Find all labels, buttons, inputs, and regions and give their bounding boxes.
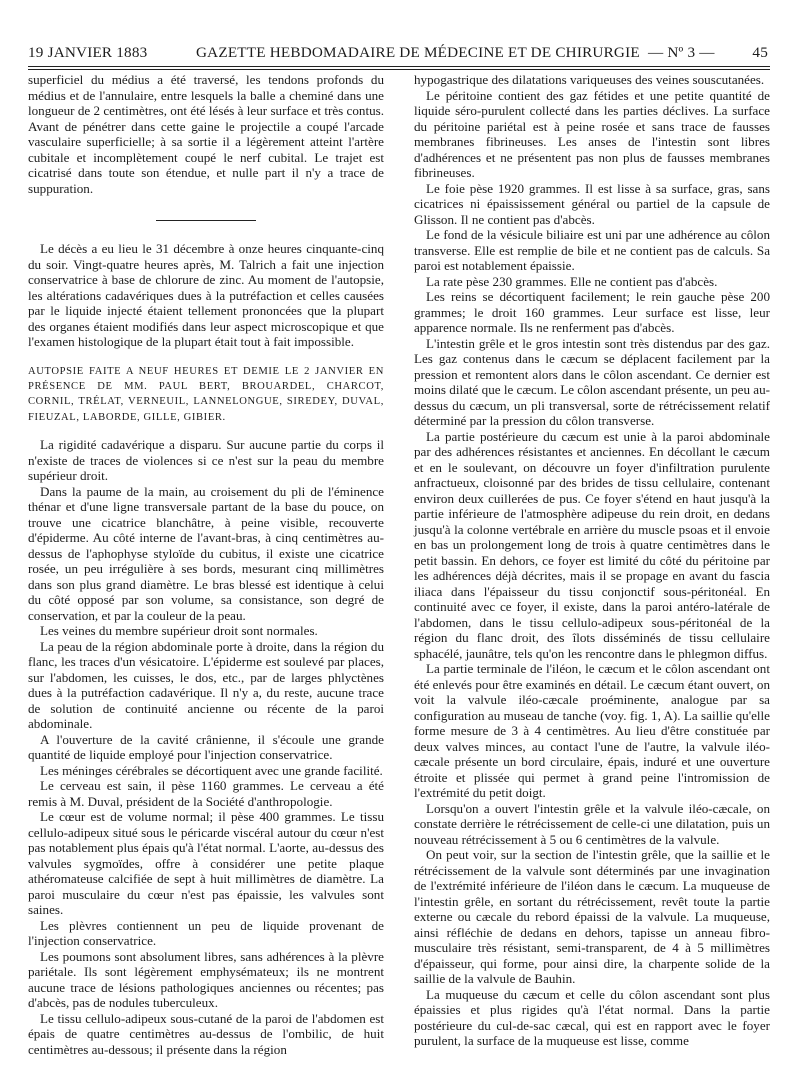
- header-rule-bottom: [28, 69, 770, 70]
- section-separator: [156, 220, 256, 221]
- paragraph: Le cœur est de volume normal; il pèse 400 grammes. Le tissu cellulo-adipeux situé sous le péricarde viscéral autour du cœur n'est pas notablement plus épais qu'à l'état normal. L'aorte, au-dessus des valvules sygmoïdes, offre à considérer une petite plaque athéromateuse calcifiée de sept à huit millimètres de diamètre. La paroi musculaire du cœur n'est pas épaissie, les valvules sont saines.: [28, 809, 384, 918]
- header-rule-top: [28, 66, 770, 67]
- paragraph: Le décès a eu lieu le 31 décembre à onze heures cinquante-cinq du soir. Vingt-quatre heures après, M. Talrich a fait une injection conservatrice à base de chlorure de zinc. Au moment de l'autopsie, les altérations cadavériques dues à la putréfaction et celles causées par le liquide injecté étaient tellement prononcées que la plupart des organes étaient modifiés dans leur aspect microscopique et que l'examen histologique de la plupart était tout à fait impossible.: [28, 241, 384, 349]
- header-page-number: 45: [752, 44, 768, 61]
- paragraph: Les reins se décortiquent facilement; le rein gauche pèse 200 grammes; le droit 160 grammes. Leur surface est lisse, leur apparence normale. Ils ne renferment pas d'abcès.: [414, 289, 770, 335]
- header-title: GAZETTE HEBDOMADAIRE DE MÉDECINE ET DE CHIRURGIE: [196, 44, 640, 61]
- left-column: [28, 72, 384, 1057]
- paragraph: La muqueuse du cæcum et celle du côlon ascendant sont plus épaissies et plus rigides qu'à l'état normal. Dans la partie postérieure du cul-de-sac cæcal, qui est en rapport avec le foyer purulent, la surface de la muqueuse est lisse, comme: [414, 986, 770, 1048]
- right-column: [414, 72, 770, 1049]
- paragraph: superficiel du médius a été traversé, les tendons profonds du médius et de l'annulaire, entre lesquels la balle a cheminé dans une longueur de 2 centimètres, ont été lésés à leur surface et très contus. Avant de pénétrer dans cette gaine le projectile a coupé l'arcade vasculaire superficielle; à sa sortie il a légèrement atteint l'artère cubitale et incomplètement coupé le nerf cubital. Le trajet est cicatrisé dans toute son étendue, et nulle part il n'y a trace de suppuration.: [28, 72, 384, 196]
- running-header: [28, 44, 768, 64]
- header-issue-number: — Nº 3 —: [648, 44, 715, 61]
- paragraph: Le péritoine contient des gaz fétides et une petite quantité de liquide séro-purulent collecté dans les parties déclives. La surface du péritoine pariétal est à peine rosée et sans trace de fausses membranes fibrineuses. Les anses de l'intestin sont libres d'adhérences et ne présentent pas non plus de fausses membranes fibrineuses.: [414, 87, 770, 180]
- paragraph: Les méninges cérébrales se décortiquent avec une grande facilité.: [40, 762, 383, 778]
- paragraph: Le foie pèse 1920 grammes. Il est lisse à sa surface, gras, sans cicatrices ni épaississement général ou partiel de la capsule de Glisson. Il ne contient pas d'abcès.: [414, 180, 770, 227]
- paragraph: Les plèvres contiennent un peu de liquide provenant de l'injection conservatrice.: [28, 917, 384, 949]
- header-date: 19 JANVIER 1883: [28, 44, 148, 61]
- paragraph: La partie terminale de l'iléon, le cæcum et le côlon ascendant ont été enlevés pour être examinés en détail. Le cæcum étant ouvert, on voit la valvule iléo-cæcale proéminente, analogue par sa configuration au museau de tanche (voy. fig. 1, A). La saillie qu'elle forme mesure de 3 à 4 centimètres. Au lieu d'être constituée par deux valves minces, au contact l'une de l'autre, la valvule iléo-cæcale présente un bord circulaire, épais, induré et une ouverture étroite et plissée qui permet à grand peine l'intromission de l'extrémité du petit doigt.: [414, 661, 770, 800]
- paragraph: Dans la paume de la main, au croisement du pli de l'éminence thénar et d'une ligne transversale partant de la base du pouce, on trouve une cicatrice blanchâtre, à peine visible, recouverte d'épiderme. Au côté interne de l'avant-bras, à cinq centimètres au-dessus de l'aphophyse styloïde du cubitus, il existe une cicatrice rosée, un peu irrégulière à ses bords, mesurant cinq millimètres dans son plus grand diamètre. Le bras blessé est identique à celui du côté opposé par son volume, sa consistance, son degré de conservation, et par la couleur de la peau.: [28, 483, 384, 623]
- paragraph: On peut voir, sur la section de l'intestin grêle, que la saillie et le rétrécissement de la valvule sont déterminés par une invagination de l'extrémité inférieure de l'iléon dans le cæcum. La muqueuse de l'intestin grêle, en sortant du rétrécissement, revêt toute la partie externe ou cæcale du rebord épaissi de la valvule. La muqueuse, ainsi réfléchie de dedans en dehors, tapisse un anneau fibro-musculaire très résistant, semi-transparent, de 4 à 5 millimètres d'épaisseur, qui forme, pour ainsi dire, la charpente solide de la saillie de la valvule de Bauhin.: [414, 847, 770, 986]
- paragraph: Les poumons sont absolument libres, sans adhérences à la plèvre pariétale. Ils sont légèrement emphysémateux; ils ne montrent aucune trace de lésions pathologiques anciennes ou récentes; pas d'abcès, pas de nodules tuberculeux.: [28, 948, 384, 1011]
- paragraph: Le tissu cellulo-adipeux sous-cutané de la paroi de l'abdomen est épais de quatre centimètres au-dessus de l'ombilic, de huit centimètres au-dessous; il présente dans la région: [28, 1010, 384, 1057]
- paragraph: hypogastrique des dilatations variqueuses des veines souscutanées.: [414, 72, 765, 87]
- paragraph: Les veines du membre supérieur droit sont normales.: [40, 623, 318, 639]
- paragraph: La rigidité cadavérique a disparu. Sur aucune partie du corps il n'existe de traces de violences si ce n'est sur la peau du membre supérieur droit.: [28, 437, 384, 484]
- paragraph: Le cerveau est sain, il pèse 1160 grammes. Le cerveau a été remis à M. Duval, président de la Société d'anthropologie.: [28, 778, 384, 809]
- paragraph: La rate pèse 230 grammes. Elle ne contient pas d'abcès.: [426, 273, 718, 289]
- paragraph: Lorsqu'on a ouvert l'intestin grêle et la valvule iléo-cæcale, on constate derrière le rétrécissement de celle-ci une dilatation, puis un nouveau rétrécissement à 5 ou 6 centimètres de la valvule.: [414, 800, 770, 847]
- paragraph: L'intestin grêle et le gros intestin sont très distendus par des gaz. Les gaz contenus dans le cæcum se déplacent facilement par la pression et remontent alors dans le côlon ascendant. Ce dernier est moins dilaté que le cæcum. Le côlon ascendant présente, un peu au-dessus du cæcum, un pli transversal, sorte de rétrécissement relatif déterminé par la pression du côlon transverse.: [414, 335, 770, 428]
- paragraph: La partie postérieure du cæcum est unie à la paroi abdominale par des adhérences résistantes et anciennes. En décollant le cæcum et en le soulevant, on découvre un foyer d'infiltration purulente anfractueux, cloisonné par des brides de tissu cellulaire, contenant environ deux cuillerées de pus. Ce foyer s'étend en haut jusqu'à la partie inférieure de l'atmosphère adipeuse du rein droit, en dedans jusqu'à la colonne vertébrale en arrière du muscle psoas et il envoie en bas un prolongement long de trois à quatre centimètres dans le petit bassin. En dehors, ce foyer est limité du côté du péritoine par les adhérences déjà décrites, mais il se propage en avant du fascia iliaca dans l'épaisseur du tissu conjonctif sous-péritonéal. En continuité avec ce foyer, il existe, dans la paroi antéro-latérale de l'abdomen, dans le tissu cellulo-adipeux sous-péritonéal de la région du flanc droit, des îlots disséminés de tissu cellulaire sphacélé, jaunâtre, tels qu'on les rencontre dans le phlegmon diffus.: [414, 428, 770, 661]
- paragraph: Le fond de la vésicule biliaire est uni par une adhérence au côlon transverse. Elle est remplie de bile et ne contient pas de calculs. Sa paroi est notablement épaissie.: [414, 227, 770, 273]
- paragraph: A l'ouverture de la cavité crânienne, il s'écoule une grande quantité de liquide employé pour l'injection conservatrice.: [28, 731, 384, 763]
- paragraph: La peau de la région abdominale porte à droite, dans la région du flanc, les traces d'un vésicatoire. L'épiderme est soulevé par places, sur l'abdomen, les cuisses, le dos, etc., par de larges phlyctènes dues à la putréfaction cadavérique. Il n'y a, du reste, aucune trace de solution de continuité ancienne ou récente de la paroi abdominale.: [28, 638, 384, 732]
- autopsy-heading: AUTOPSIE FAITE A NEUF HEURES ET DEMIE LE 2 JANVIER EN PRÉSENCE DE MM. PAUL BERT, BROUARDEL, CHARCOT, CORNIL, TRÉLAT, VERNEUIL, LANNELONGUE, SIREDEY, DUVAL, FIEUZAL, LABORDE, GILLE, GIBIER.: [28, 365, 384, 423]
